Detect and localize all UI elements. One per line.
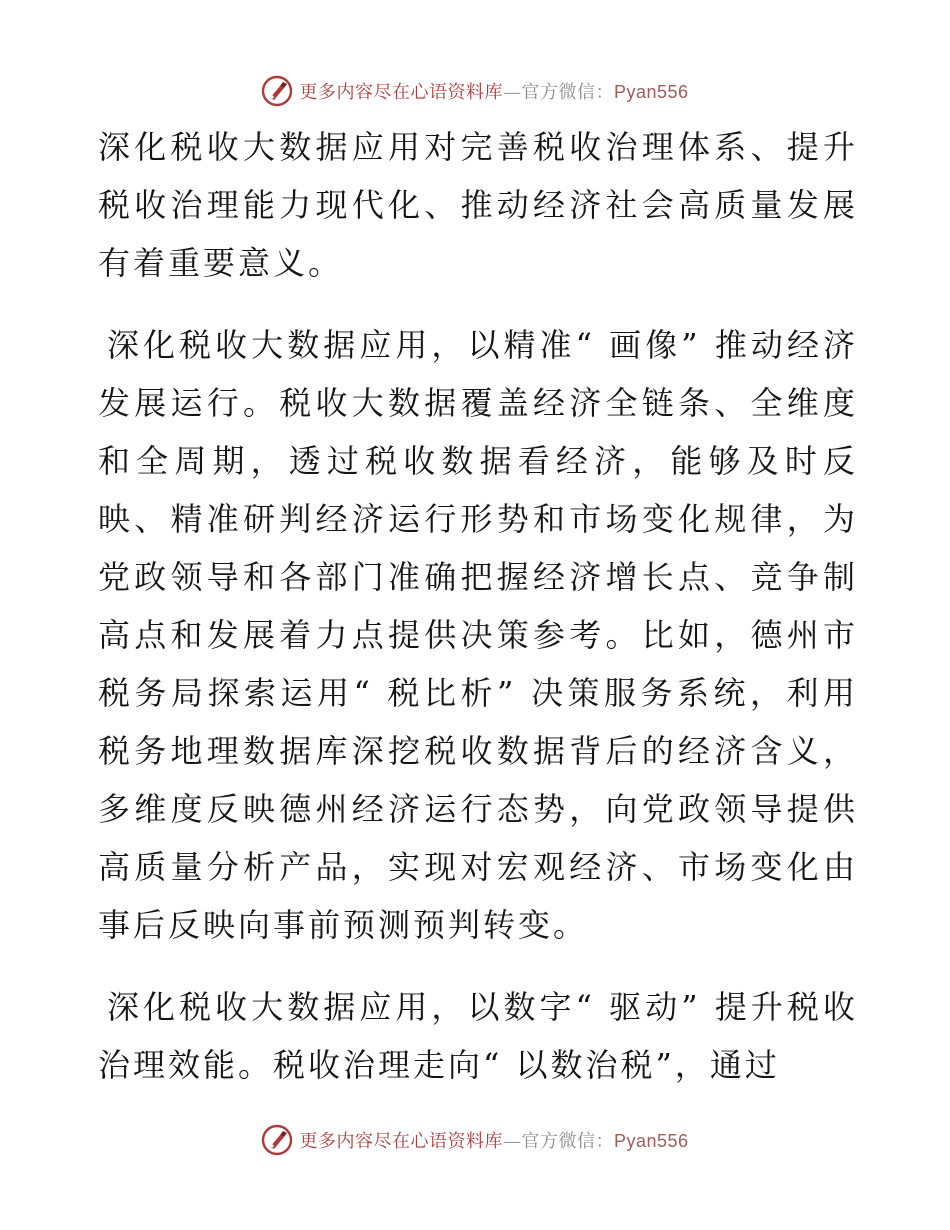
watermark-wechat-label: 官方微信：	[521, 82, 614, 103]
document-body	[98, 118, 858, 1094]
watermark-footer	[0, 1120, 950, 1160]
watermark-text	[299, 78, 688, 104]
watermark-wechat-id: Pyan556	[613, 82, 689, 102]
paragraph-digital-driven: 深化税收大数据应用，以数字“ 驱动” 提升税收治理效能。税收治理走向“ 以数治税”，通过	[98, 988, 858, 1084]
pen-nib-logo-icon	[261, 1124, 293, 1156]
watermark-dash: —	[502, 82, 522, 103]
watermark-text	[299, 1127, 688, 1153]
watermark-brand: 更多内容尽在心语资料库	[299, 82, 503, 103]
watermark-dash: —	[502, 1131, 522, 1152]
paragraph-economic-portrait: 深化税收大数据应用，以精准“ 画像” 推动经济发展运行。税收大数据覆盖经济全链条、全维度和全周期，透过税收数据看经济，能够及时反映、精准研判经济运行形势和市场变化规律，为党政领导和各部门准确把握经济增长点、竞争制高点和发展着力点提供决策参考。比如，德州市税务局探索运用“ 税比析” 决策服务系统，利用税务地理数据库深挖税收数据背后的经济含义，多维度反映德州经济运行态势，向党政领导提供高质量分析产品，实现对宏观经济、市场变化由事后反映向事前预测预判转变。	[98, 326, 858, 944]
pen-nib-logo-icon	[261, 75, 293, 107]
paragraph-intro: 深化税收大数据应用对完善税收治理体系、提升税收治理能力现代化、推动经济社会高质量发展有着重要意义。	[98, 128, 858, 282]
watermark-brand: 更多内容尽在心语资料库	[299, 1131, 503, 1152]
watermark-header	[0, 71, 950, 111]
watermark-wechat-id: Pyan556	[613, 1131, 689, 1151]
watermark-wechat-label: 官方微信：	[521, 1131, 614, 1152]
